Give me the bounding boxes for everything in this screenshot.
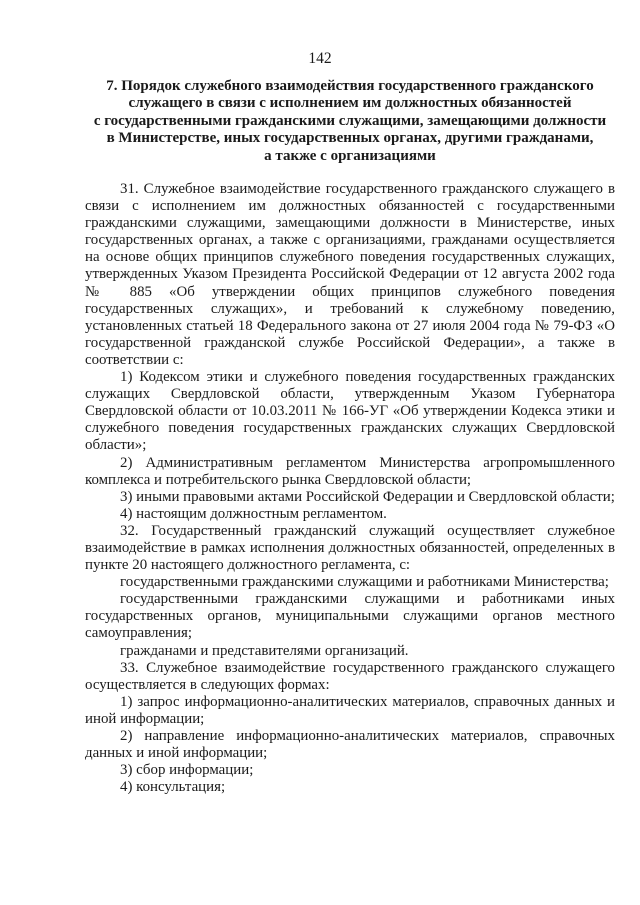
section-heading-line: 7. Порядок служебного взаимодействия государственного гражданского bbox=[106, 78, 594, 94]
paragraph-32: 32. Государственный гражданский служащий осуществляет служебное взаимодействие в рамках исполнения должностных обязанностей, определенных в пункте 20 настоящего должностного регламента, с: bbox=[85, 522, 615, 574]
page-number: 142 bbox=[308, 50, 332, 67]
form-item-3: 3) сбор информации; bbox=[120, 762, 254, 779]
section-heading bbox=[84, 78, 616, 165]
list-item-1: 1) Кодексом этики и служебного поведения государственных гражданских служащих Свердловской области, утвержденным Указом Губернатора Свердловской области от 10.03.2011 № 166-УГ «Об утверждении Кодекса этики и служебного поведения государственных гражданских служащих Свердловской области»; bbox=[85, 369, 615, 454]
section-heading-line: а также с организациями bbox=[264, 147, 436, 164]
interaction-party-3: гражданами и представителями организаций. bbox=[120, 642, 409, 659]
section-heading-line: в Министерстве, иных государственных органах, другими гражданами, bbox=[106, 130, 594, 147]
paragraph-33: 33. Служебное взаимодействие государственного гражданского служащего осуществляется в следующих формах: bbox=[85, 659, 615, 693]
list-item-4: 4) настоящим должностным регламентом. bbox=[120, 505, 387, 522]
interaction-party-2: государственными гражданскими служащими и работниками иных государственных органов, муниципальными служащими органов местного самоуправления; bbox=[85, 591, 615, 642]
section-heading-line: служащего в связи с исполнением им должностных обязанностей bbox=[128, 95, 572, 112]
section-heading-line: с государственными гражданскими служащими, замещающими должности bbox=[93, 112, 607, 129]
paragraph-31: 31. Служебное взаимодействие государственного гражданского служащего в связи с исполнением им должностных обязанностей с государственными гражданскими служащими, замещающими должности в Министерстве, иных государственных органах, а также с организациями, гражданами осуществляется на основе общих принципов служебного поведения государственных служащих, утвержденных Указом Президента Российской Федерации от 12 августа 2002 года № 885 «Об утверждении общих принципов служебного поведения государственных служащих», и требований к служебному поведению, установленных статьей 18 Федерального закона от 27 июля 2004 года № 79-ФЗ «О государственной гражданской службе Российской Федерации», а также в соответствии с: bbox=[85, 181, 615, 368]
form-item-4: 4) консультация; bbox=[120, 779, 226, 796]
list-item-3: 3) иными правовыми актами Российской Федерации и Свердловской области; bbox=[120, 488, 615, 505]
form-item-2: 2) направление информационно-аналитических материалов, справочных данных и иной информации; bbox=[85, 728, 615, 762]
list-item-2: 2) Административным регламентом Министерства агропромышленного комплекса и потребительского рынка Свердловской области; bbox=[85, 454, 615, 488]
interaction-party-1: государственными гражданскими служащими и работниками Министерства; bbox=[120, 574, 609, 591]
section-body bbox=[85, 181, 615, 796]
form-item-1: 1) запрос информационно-аналитических материалов, справочных данных и иной информации; bbox=[85, 693, 615, 727]
